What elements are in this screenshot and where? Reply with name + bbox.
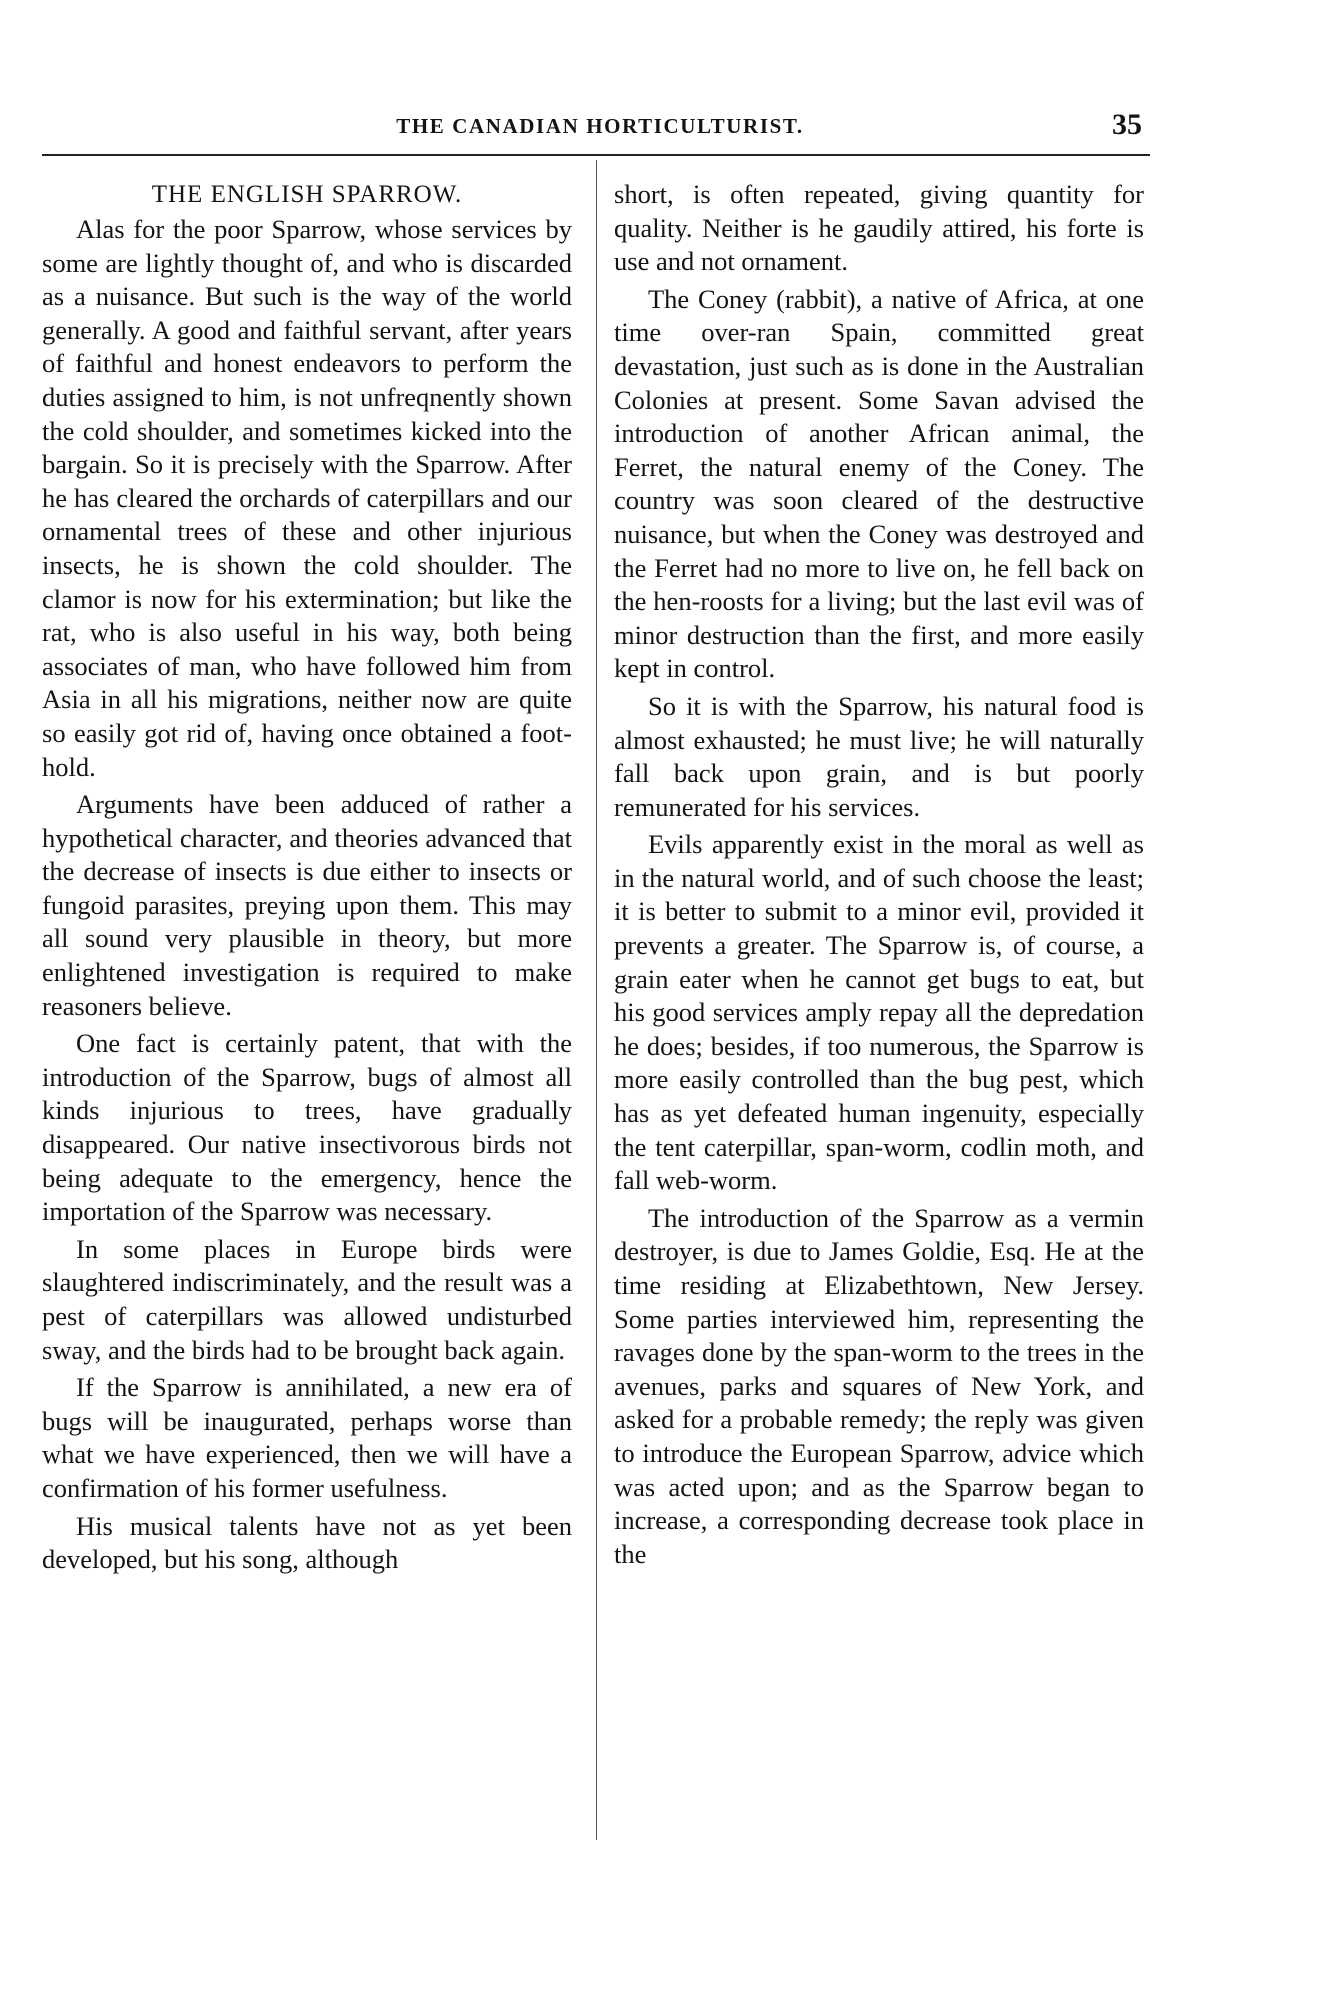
- header-rule: [42, 154, 1150, 156]
- paragraph: In some places in Europe birds were slaughtered indiscriminately, and the result was a pest of caterpillars was allowed undisturbed sway, and the birds had to be brought back again.: [42, 1233, 572, 1365]
- paragraph: If the Sparrow is annihilated, a new era of bugs will be inaugurated, perhaps worse than what we have experienced, then we will have a confirmation of his former usefulness.: [42, 1372, 572, 1503]
- right-column: [614, 178, 1144, 1571]
- paragraph-continuation: short, is often repeated, giving quantity for quality. Neither is he gaudily attired, his forte is use and not ornament.: [614, 179, 1144, 277]
- left-column: [42, 178, 572, 1577]
- paragraph: One fact is certainly patent, that with the introduction of the Sparrow, bugs of almost all kinds injurious to trees, have gradually disappeared. Our native insectivorous birds not being adequate to the emergency, hence the importation of the Sparrow was necessary.: [42, 1028, 572, 1227]
- article-title: THE ENGLISH SPARROW.: [151, 181, 463, 208]
- paragraph: His musical talents have not as yet been developed, but his song, although: [42, 1510, 572, 1575]
- paragraph: Alas for the poor Sparrow, whose services by some are lightly thought of, and who is discarded as a nuisance. But such is the way of the world generally. A good and faithful servant, after years of faithful and honest endeavors to perform the duties assigned to him, is not unfreqnently shown the cold shoulder, and sometimes kicked into the bargain. So it is precisely with the Sparrow. After he has cleared the orchards of caterpillars and our ornamental trees of these and other injurious insects, he is shown the cold shoulder. The clamor is now for his extermination; but like the rat, who is also useful in his way, both being associates of man, who have followed him from Asia in all his migrations, neither now are quite so easily got rid of, having once obtained a foot-hold.: [42, 214, 572, 782]
- paragraph: So it is with the Sparrow, his natural food is almost exhausted; he must live; he will naturally fall back upon grain, and is but poorly remunerated for his services.: [614, 690, 1144, 822]
- paragraph: Evils apparently exist in the moral as well as in the natural world, and of such choose the least; it is better to submit to a minor evil, provided it prevents a greater. The Sparrow is, of course, a grain eater when he cannot get bugs to eat, but his good services amply repay all the depredation he does; besides, if too numerous, the Sparrow is more easily controlled than the bug pest, which has as yet defeated human ingenuity, especially the tent caterpillar, span-worm, codlin moth, and fall web-worm.: [614, 829, 1144, 1196]
- paragraph: The Coney (rabbit), a native of Africa, at one time over-ran Spain, committed great devastation, just such as is done in the Australian Colonies at present. Some Savan advised the introduction of another African animal, the Ferret, the natural enemy of the Coney. The country was soon cleared of the destructive nuisance, but when the Coney was destroyed and the Ferret had no more to live on, he fell back on the hen-roosts for a living; but the last evil was of minor destruction than the first, and more easily kept in control.: [614, 283, 1144, 684]
- paragraph: The introduction of the Sparrow as a vermin destroyer, is due to James Goldie, Esq. He at the time residing at Elizabethtown, New Jersey. Some parties interviewed him, representing the ravages done by the span-worm to the trees in the avenues, parks and squares of New York, and asked for a probable remedy; the reply was given to introduce the European Sparrow, advice which was acted upon; and as the Sparrow began to increase, a corresponding decrease took place in the: [614, 1202, 1144, 1569]
- paragraph: Arguments have been adduced of rather a hypothetical character, and theories advanced that the decrease of insects is due either to insects or fungoid parasites, preying upon them. This may all sound very plausible in theory, but more enlightened investigation is required to make reasoners believe.: [42, 789, 572, 1021]
- running-title: THE CANADIAN HORTICULTURIST.: [396, 114, 804, 138]
- column-divider: [596, 160, 597, 1840]
- page-number: 35: [1112, 108, 1142, 141]
- running-head: [40, 108, 1160, 144]
